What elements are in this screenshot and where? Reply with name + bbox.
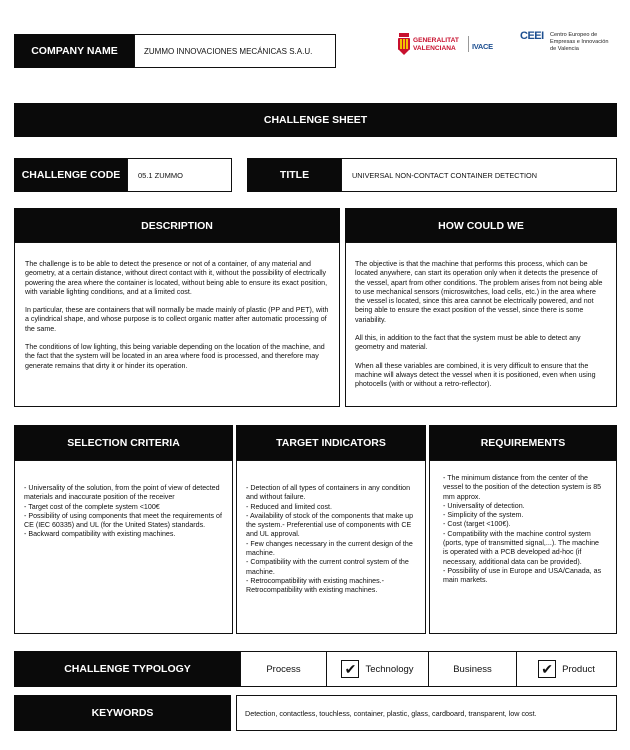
description-paragraph-3: The conditions of low lighting, this being variable depending on the location of the machine, and the fact that the system will be located in an area where food is processed, and therefore may generate remains that dirty it or hinder its operation. bbox=[25, 343, 325, 370]
keywords-label: KEYWORDS bbox=[14, 695, 231, 731]
selection-criteria-heading: SELECTION CRITERIA bbox=[14, 425, 233, 461]
typology-product-label: Product bbox=[562, 663, 595, 675]
ivace-text: IVACE bbox=[472, 42, 493, 51]
description-body bbox=[14, 242, 340, 407]
ceei-line2: Empresas e Innovación bbox=[550, 39, 609, 45]
challenge-typology-options bbox=[240, 651, 617, 687]
challenge-sheet-title: CHALLENGE SHEET bbox=[14, 103, 617, 137]
title-label: TITLE bbox=[247, 158, 342, 192]
requirements-heading: REQUIREMENTS bbox=[429, 425, 617, 461]
ceei-line3: de Valencia bbox=[550, 46, 579, 52]
title-value: UNIVERSAL NON-CONTACT CONTAINER DETECTION bbox=[352, 170, 538, 180]
technology-checkmark-icon: ✔ bbox=[341, 660, 359, 678]
selection-criteria-text: - Universality of the solution, from the point of view of detected materials and inaccurate position of the receiver - Target cost of the complete system <100€ - Possibility of using components that meet the requirements of CE (IEC 60335) and UL (for the United States) standards. - Backward compatibility with existing machines. bbox=[24, 484, 222, 539]
company-name-value: ZUMMO INNOVACIONES MECÁNICAS S.A.U. bbox=[144, 46, 313, 56]
selection-criteria-body bbox=[14, 460, 233, 634]
description-paragraph-2: In particular, these are containers that will normally be made mainly of plastic (PP and PET), with a cylindrical shape, and whose purpose is to collect organic matter after automatic processing of the same. bbox=[25, 306, 329, 333]
company-name-field bbox=[134, 34, 336, 68]
how-could-we-body bbox=[345, 242, 617, 407]
keywords-field bbox=[236, 695, 617, 731]
company-name-label: COMPANY NAME bbox=[14, 34, 135, 68]
typology-process-label: Process bbox=[266, 663, 301, 675]
keywords-value: Detection, contactless, touchless, container, plastic, glass, cardboard, transparent, low cost. bbox=[245, 708, 537, 718]
ceei-logo bbox=[520, 31, 620, 59]
description-heading: DESCRIPTION bbox=[14, 208, 340, 243]
requirements-body bbox=[429, 460, 617, 634]
typology-option-product[interactable] bbox=[516, 651, 617, 687]
ivace-logo bbox=[468, 36, 496, 52]
typology-option-business[interactable] bbox=[428, 651, 517, 687]
title-field bbox=[341, 158, 617, 192]
typology-option-process[interactable] bbox=[240, 651, 327, 687]
typology-technology-label: Technology bbox=[365, 663, 414, 675]
how-could-we-paragraph-1: The objective is that the machine that performs this process, which can be located anywhere, can start its operation only when it detects the presence of the vessel, apart from other conditions. The problem arises from not being able to use mechanical sensors (microswitches, load cells, etc.) in the area where the vessel is located, since this area cannot be electrically powered, and not being able to ensure the exact position of the vessel, since there is some variability. bbox=[355, 260, 603, 324]
how-could-we-heading: HOW COULD WE bbox=[345, 208, 617, 243]
product-checkmark-icon: ✔ bbox=[538, 660, 556, 678]
requirements-text: - The minimum distance from the center of the vessel to the position of the detection system is 85 mm approx. - Universality of detection. - Simplicity of the system. - Cost (target <100€). - Compatibility with the machine control system (ports, type of transmitted signal,...). The machine is operated with a PCB developed ad-hoc (if necessary, additional data can be provided). - Possibility of use in Europe and USA/Canada, as main markets. bbox=[443, 474, 602, 585]
how-could-we-paragraph-2: All this, in addition to the fact that the system must be able to detect any geometry and material. bbox=[355, 334, 581, 352]
challenge-code-value: 05.1 ZUMMO bbox=[138, 170, 184, 180]
ceei-mark: CEEI bbox=[520, 30, 544, 42]
gv-line2: VALENCIANA bbox=[413, 45, 456, 52]
target-indicators-heading: TARGET INDICATORS bbox=[236, 425, 426, 461]
target-indicators-body bbox=[236, 460, 426, 634]
generalitat-logo bbox=[398, 31, 464, 59]
challenge-typology-label: CHALLENGE TYPOLOGY bbox=[14, 651, 241, 687]
typology-business-label: Business bbox=[453, 663, 492, 675]
gv-line1: GENERALITAT bbox=[413, 37, 459, 44]
how-could-we-paragraph-3: When all these variables are combined, it is very difficult to ensure that the machine will always detect the vessel when it is positioned, even when using photocells (with or without a retro-reflector). bbox=[355, 361, 596, 389]
challenge-code-field bbox=[127, 158, 232, 192]
typology-option-technology[interactable] bbox=[326, 651, 429, 687]
ceei-line1: Centro Europeo de bbox=[550, 32, 598, 38]
description-paragraph-1: The challenge is to be able to detect the presence or not of a container, of any material and geometry, at a certain distance, without direct contact with it, without the possibility of electrically powering the area where the container is located, without being able to ensure its exact position, with variable lighting conditions, and at a limited cost. bbox=[25, 260, 328, 296]
challenge-code-label: CHALLENGE CODE bbox=[14, 158, 128, 192]
gv-emblem-icon bbox=[398, 33, 410, 55]
target-indicators-text: - Detection of all types of containers in any condition and without failure. - Reduced and limited cost. - Availability of stock of the components that make up the system.- Preferential use of components with CE and UL approval. - Few changes necessary in the current design of the machine. - Compatibility with the current control system of the machine. - Retrocompatibility with existing machines.- Retrocompatibility with existing machines. bbox=[246, 484, 414, 595]
